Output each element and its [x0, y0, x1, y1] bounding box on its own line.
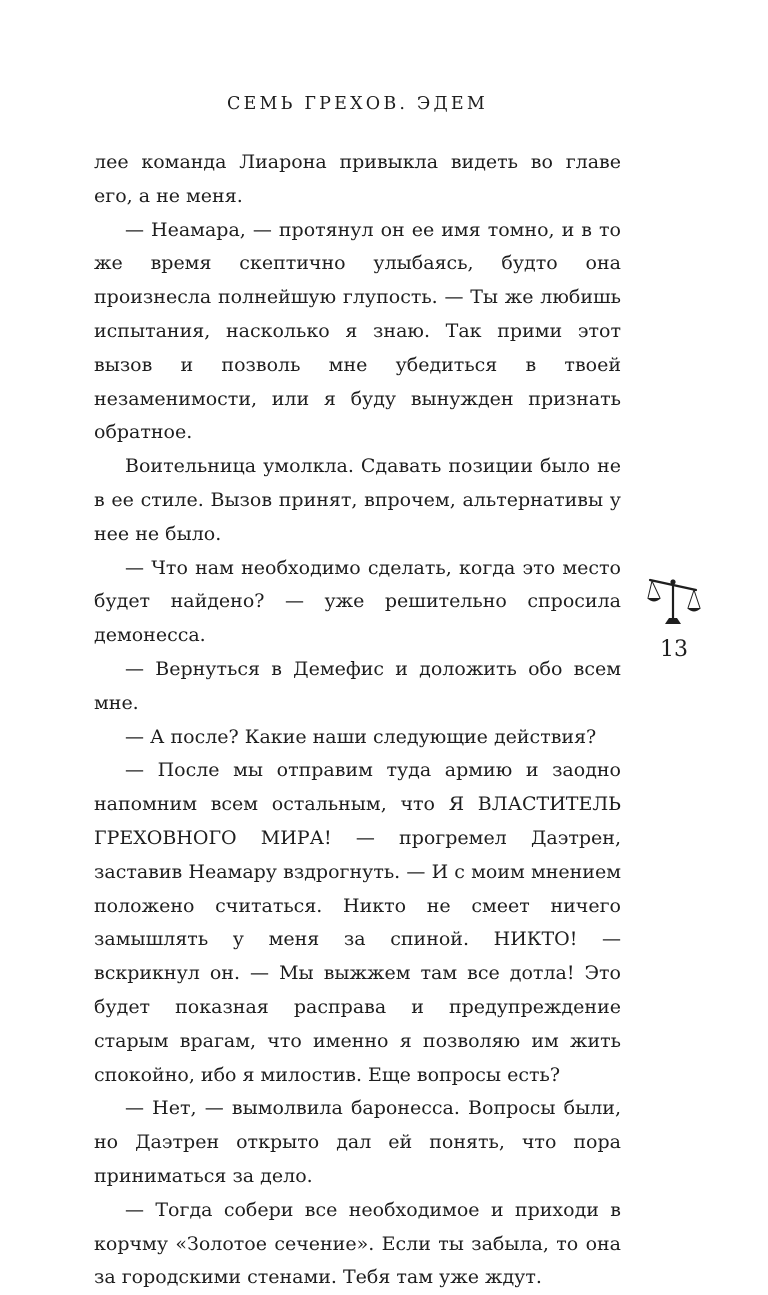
page-number: 13 — [660, 637, 688, 662]
paragraph: — Неамара, — протянул он ее имя томно, и в то же время скептично улыбаясь, будто она произнесла полнейшую глупость. — Ты же любишь испытания, насколько я знаю. Так прими этот вызов и позволь мне убедиться в твоей незаменимости, или я буду вынужден признать обратное. — [94, 218, 621, 444]
paragraph: — А после? Какие наши следующие действия? — [125, 725, 597, 748]
paragraph: — Вернуться в Демефис и доложить обо всем мне. — [94, 657, 621, 714]
scales-icon — [646, 574, 702, 626]
paragraph: — Что нам необходимо сделать, когда это место будет найдено? — уже решительно спросила демонесса. — [94, 556, 621, 647]
paragraph-continuation: лее команда Лиарона привыкла видеть во главе его, а не меня. — [94, 151, 621, 207]
paragraph: — Тогда собери все необходимое и приходи в корчму «Золотое сечение». Если ты забыла, то она за городскими стенами. Тебя там уже ждут. — [94, 1198, 621, 1289]
running-title: СЕМЬ ГРЕХОВ. ЭДЕМ — [226, 94, 489, 114]
paragraph: — Нет, — вымолвила баронесса. Вопросы были, но Даэтрен открыто дал ей понять, что пора приниматься за дело. — [94, 1097, 621, 1187]
paragraph: Воительница умолкла. Сдавать позиции было не в ее стиле. Вызов принят, впрочем, альтернативы у нее не было. — [94, 455, 621, 545]
paragraph: — После мы отправим туда армию и заодно напомним всем остальным, что Я ВЛАСТИТЕЛЬ ГРЕХОВНОГО МИРА! — прогремел Даэтрен, заставив Неамару вздрогнуть. — И с моим мнением положено считаться. Никто не смеет ничего замышлять у меня за спиной. НИКТО! — вскрикнул он. — Мы выжжем там все дотла! Это будет показная расправа и предупреждение старым врагам, что именно я позволяю им жить спокойно, ибо я милостив. Еще вопросы есть? — [94, 759, 621, 1086]
body-text — [94, 146, 621, 1295]
